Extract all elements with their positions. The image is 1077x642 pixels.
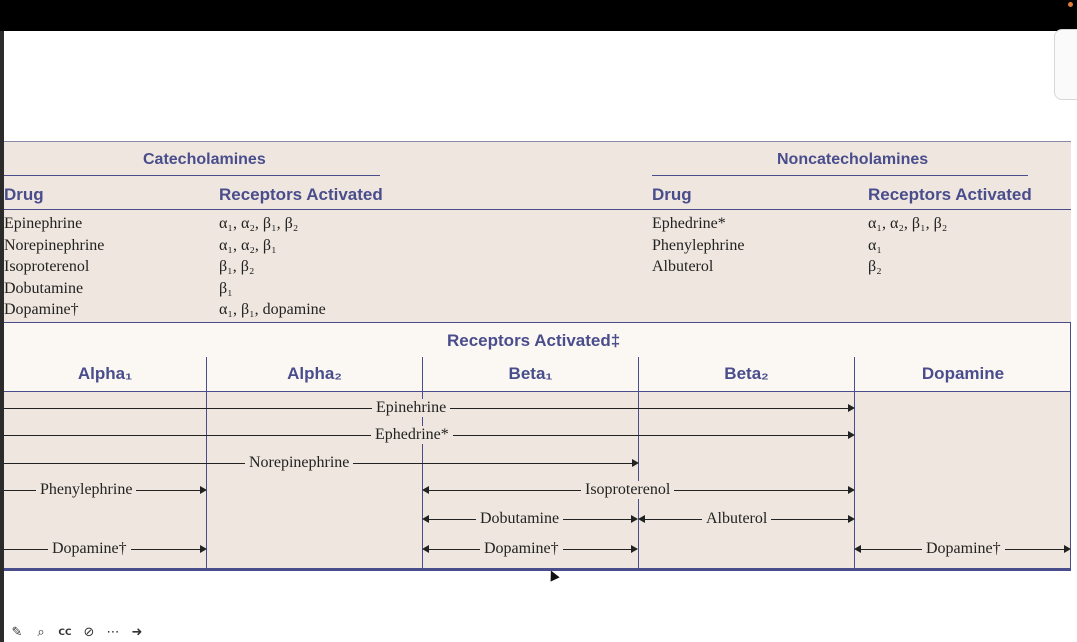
- side-panel-tab[interactable]: [1054, 29, 1077, 100]
- column-divider: [854, 357, 855, 569]
- column-header-alpha1: Alpha₁: [4, 357, 206, 392]
- column-header-dopamine: Dopamine: [855, 357, 1071, 392]
- next-icon[interactable]: ➜: [131, 625, 143, 640]
- player-toolbar: [8, 624, 146, 642]
- upper-table: [4, 141, 1071, 323]
- receptors-activated-title: Receptors Activated‡: [447, 331, 621, 350]
- receptors-activated-title-row: [4, 322, 1071, 358]
- table-row: Dopamine†: [4, 301, 79, 318]
- arrow-head-right: [1064, 545, 1071, 553]
- column-divider: [1070, 322, 1071, 569]
- arrow-label-phenylephrine: Phenylephrine: [36, 481, 136, 499]
- arrow-head-right: [848, 431, 855, 439]
- table-row: Epinephrine: [4, 215, 83, 232]
- more-icon[interactable]: ⋯: [106, 625, 120, 640]
- bottom-rule: [4, 568, 1071, 571]
- arrow-label-norepinephrine: Norepinephrine: [245, 454, 353, 472]
- arrow-head-right: [632, 459, 639, 467]
- arrow-head-right: [848, 404, 855, 412]
- table-row: Isoproterenol: [4, 258, 90, 275]
- noncatecholamines-rule: [652, 175, 1028, 176]
- arrow-head-right: [848, 515, 855, 523]
- arrow-label-dopamine-alpha: Dopamine†: [48, 540, 131, 558]
- top-black-bar: [0, 0, 1077, 31]
- pencil-icon[interactable]: ✎: [11, 625, 23, 640]
- table-row: Albuterol: [652, 258, 714, 275]
- catecholamines-receptors-header: Receptors Activated: [219, 185, 383, 204]
- arrow-label-dopamine-beta: Dopamine†: [480, 540, 563, 558]
- table-row: β₁: [219, 280, 233, 297]
- table-row: β₁, β₂: [219, 258, 255, 275]
- table-row: α₁, α₂, β₁, β₂: [868, 215, 948, 232]
- header-rule: [4, 209, 1071, 210]
- search-icon[interactable]: ⌕: [37, 625, 45, 640]
- arrow-head-left: [854, 545, 861, 553]
- table-row: Norepinephrine: [4, 237, 105, 254]
- lower-table: [4, 322, 1071, 569]
- table-row: Ephedrine*: [652, 215, 726, 232]
- arrow-head-left: [422, 515, 429, 523]
- catecholamines-drug-header: Drug: [4, 185, 44, 204]
- arrow-head-right: [848, 486, 855, 494]
- table-row: α₁, α₂, β₁: [219, 237, 277, 254]
- table-row: Phenylephrine: [652, 237, 745, 254]
- arrow-label-isoproterenol: Isoproterenol: [581, 481, 674, 499]
- catecholamines-rule: [4, 175, 380, 176]
- slide-table: [4, 141, 1071, 572]
- noncatecholamines-drug-header: Drug: [652, 185, 692, 204]
- noncatecholamines-title: Noncatecholamines: [777, 151, 929, 168]
- arrow-label-dopamine-receptor: Dopamine†: [922, 540, 1005, 558]
- column-header-alpha2: Alpha₂: [207, 357, 422, 392]
- arrow-head-right: [631, 545, 638, 553]
- table-row: α₁, β₁, dopamine: [219, 301, 326, 318]
- catecholamines-title: Catecholamines: [143, 151, 266, 168]
- table-row: β₂: [868, 258, 882, 275]
- arrow-head-left: [638, 515, 645, 523]
- arrow-label-albuterol: Albuterol: [702, 510, 771, 528]
- table-row: α₁, α₂, β₁, β₂: [219, 215, 299, 232]
- arrow-head-right: [200, 545, 207, 553]
- column-header-beta1: Beta₁: [423, 357, 638, 392]
- table-row: Dobutamine: [4, 280, 84, 297]
- arrow-head-right: [631, 515, 638, 523]
- video-off-icon[interactable]: ⊘: [83, 625, 95, 640]
- arrow-head-left: [422, 486, 429, 494]
- recording-dot-icon: [1068, 2, 1073, 7]
- table-row: α₁: [868, 237, 882, 254]
- column-header-beta2: Beta₂: [639, 357, 854, 392]
- arrow-label-epinephrine: Epinehrine: [372, 399, 450, 417]
- arrow-label-dobutamine: Dobutamine: [476, 510, 563, 528]
- arrow-head-right: [200, 486, 207, 494]
- arrow-head-left: [422, 545, 429, 553]
- arrow-label-ephedrine: Ephedrine*: [371, 426, 453, 444]
- closed-captions-icon[interactable]: CC: [58, 628, 72, 638]
- noncatecholamines-receptors-header: Receptors Activated: [868, 185, 1032, 204]
